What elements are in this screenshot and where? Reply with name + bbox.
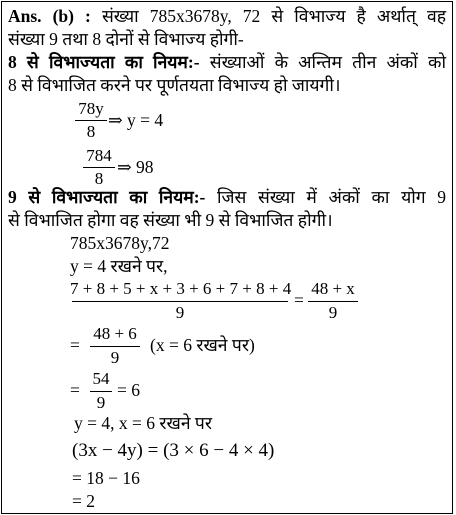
step3-numerator: 54 (92, 369, 110, 388)
rule8-text-2: 8 से विभाजित करने पर पूर्णतयता विभाज्य हो जायगी। (8, 75, 341, 95)
rule9-text-2: से विभाजित होगा वह संख्या भी 9 से विभाजित होगी। (8, 210, 333, 230)
rhs-numerator: 48 + x (311, 279, 355, 298)
expression: (3x − 4y) = (3 × 6 − 4 × 4) (72, 440, 275, 461)
fraction-denominator: 8 (86, 122, 96, 141)
equals-sign: = (294, 290, 304, 310)
fraction-bar (90, 391, 112, 392)
put-y-text: y = 4 रखने पर, (70, 256, 168, 276)
step3-denominator: 9 (96, 393, 106, 412)
rule8-text-1: संख्याओं के अन्तिम तीन अंकों को (209, 52, 446, 72)
fraction-bar (83, 167, 115, 168)
fraction-bar (75, 120, 107, 121)
step2-note: (x = 6 रखने पर) (150, 335, 255, 355)
fraction-2-result: ⇒ 98 (117, 157, 154, 177)
rhs-fraction (306, 279, 360, 323)
step3-fraction (88, 369, 114, 413)
put-values-text: y = 4, x = 6 रखने पर (74, 413, 213, 433)
step2-denominator: 9 (110, 348, 120, 367)
rule8-line-1 (8, 52, 446, 72)
rule9-heading: 9 से विभाज्यता का नियम:- (8, 187, 206, 207)
digit-sum-fraction (70, 279, 290, 323)
step2-equals: = (70, 335, 80, 355)
fraction-numerator: 784 (86, 146, 112, 165)
rhs-denominator: 9 (328, 303, 338, 322)
rule8-heading: 8 से विभाज्यता का नियम:- (8, 52, 200, 72)
fraction-numerator: 78y (78, 99, 104, 118)
final-answer: = 2 (72, 491, 95, 511)
fraction-bar (90, 346, 140, 347)
rule9-text-1: जिस संख्या में अंकों का योग 9 (217, 187, 446, 207)
answer-line-1 (8, 6, 446, 26)
fraction-1-result: ⇒ y = 4 (108, 110, 164, 130)
step3-result: = 6 (117, 380, 140, 400)
digit-sum-numerator: 7 + 8 + 5 + x + 3 + 6 + 7 + 8 + 4 (70, 279, 292, 298)
fraction-784-over-8 (82, 146, 116, 190)
step2-numerator: 48 + 6 (93, 324, 137, 343)
answer-text-2: संख्या 9 तथा 8 दोनों से विभाज्य होगी- (8, 29, 244, 49)
digit-sum-denominator: 9 (175, 303, 185, 322)
given-number: 785x3678y,72 (70, 233, 170, 253)
step-18-minus-16: = 18 − 16 (72, 468, 140, 488)
step3-equals: = (70, 380, 80, 400)
fraction-78y-over-8 (74, 99, 108, 143)
answer-label: Ans. (b) : (8, 6, 91, 26)
rule9-line-1 (8, 187, 446, 207)
fraction-bar (308, 301, 358, 302)
fraction-bar (72, 301, 288, 302)
fraction-denominator: 8 (94, 169, 104, 188)
answer-text-1: संख्या 785x3678y, 72 से विभाज्य है अर्थात् वह (101, 6, 446, 26)
step2-fraction (88, 324, 142, 368)
